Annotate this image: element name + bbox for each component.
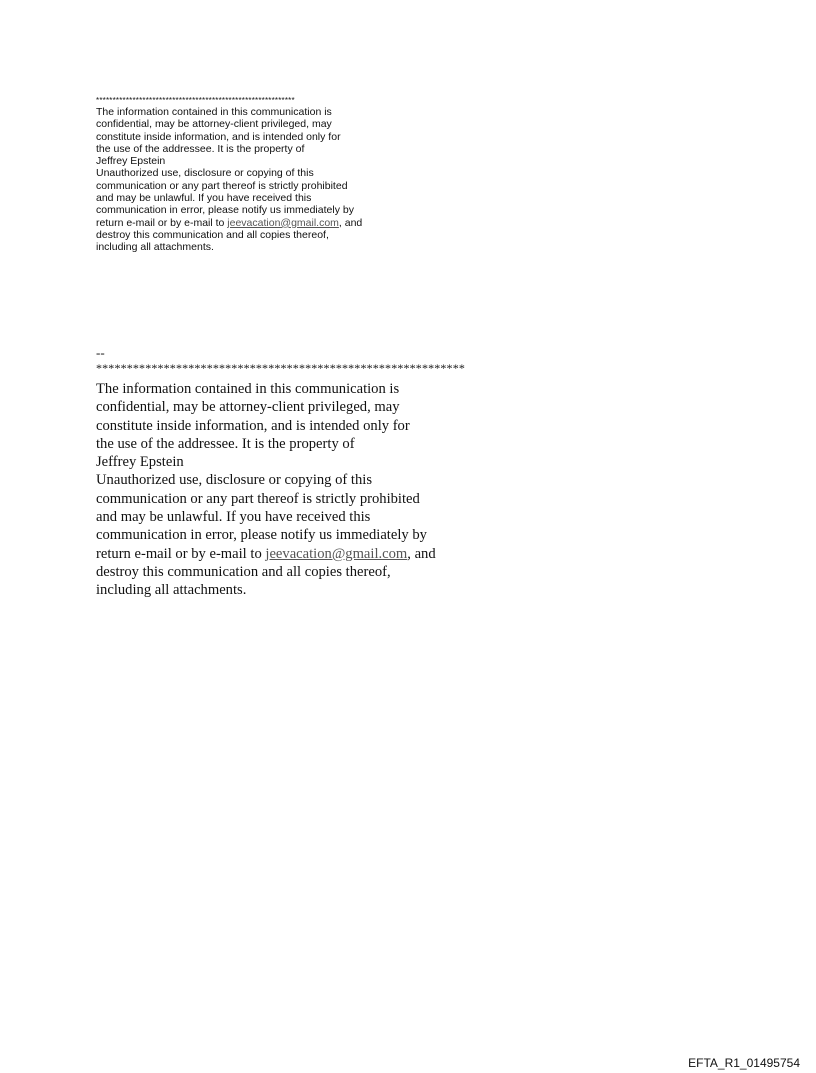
notice-line: and may be unlawful. If you have received this <box>96 509 371 526</box>
notice-line: the use of the addressee. It is the property of <box>96 142 305 155</box>
notice-line: destroy this communication and all copies thereof, <box>96 228 329 241</box>
asterisk-divider: ************************************************************ <box>96 96 295 105</box>
email-line-suffix: , and <box>338 216 363 229</box>
email-link[interactable]: jeevacation@gmail.com <box>265 545 408 562</box>
notice-line: including all attachments. <box>96 582 247 599</box>
notice-line: Jeffrey Epstein <box>96 454 184 471</box>
notice-line: communication in error, please notify us immediately by <box>96 527 427 544</box>
notice-line: and may be unlawful. If you have received this <box>96 192 312 205</box>
notice-line: The information contained in this communication is <box>96 106 332 118</box>
confidentiality-notice-second <box>96 362 596 600</box>
notice-line: Jeffrey Epstein <box>96 155 166 168</box>
notice-email-line <box>96 217 436 229</box>
email-link[interactable]: jeevacation@gmail.com <box>227 216 339 229</box>
notice-line: Unauthorized use, disclosure or copying of this <box>96 472 373 489</box>
notice-line: The information contained in this communication is <box>96 381 400 397</box>
notice-email-line <box>96 545 596 563</box>
notice-line: confidential, may be attorney-client privileged, may <box>96 399 400 416</box>
document-id: EFTA_R1_01495754 <box>688 1056 800 1070</box>
notice-line: including all attachments. <box>96 241 214 254</box>
email-line-suffix: , and <box>407 545 436 562</box>
signature-separator: -- <box>96 345 105 360</box>
confidentiality-notice-first <box>96 96 436 254</box>
notice-line: destroy this communication and all copies thereof, <box>96 563 391 580</box>
notice-line: communication or any part thereof is strictly prohibited <box>96 490 420 507</box>
notice-line: Unauthorized use, disclosure or copying of this <box>96 167 314 180</box>
notice-line: the use of the addressee. It is the property of <box>96 435 355 452</box>
notice-line: constitute inside information, and is intended only for <box>96 417 410 434</box>
notice-line: communication in error, please notify us immediately by <box>96 204 354 217</box>
email-line-prefix: return e-mail or by e-mail to <box>96 545 266 562</box>
email-line-prefix: return e-mail or by e-mail to <box>96 216 228 229</box>
notice-line: confidential, may be attorney-client privileged, may <box>96 118 332 131</box>
notice-line: communication or any part thereof is strictly prohibited <box>96 179 348 192</box>
notice-line: constitute inside information, and is intended only for <box>96 130 341 143</box>
asterisk-divider: ************************************************************ <box>96 361 465 375</box>
